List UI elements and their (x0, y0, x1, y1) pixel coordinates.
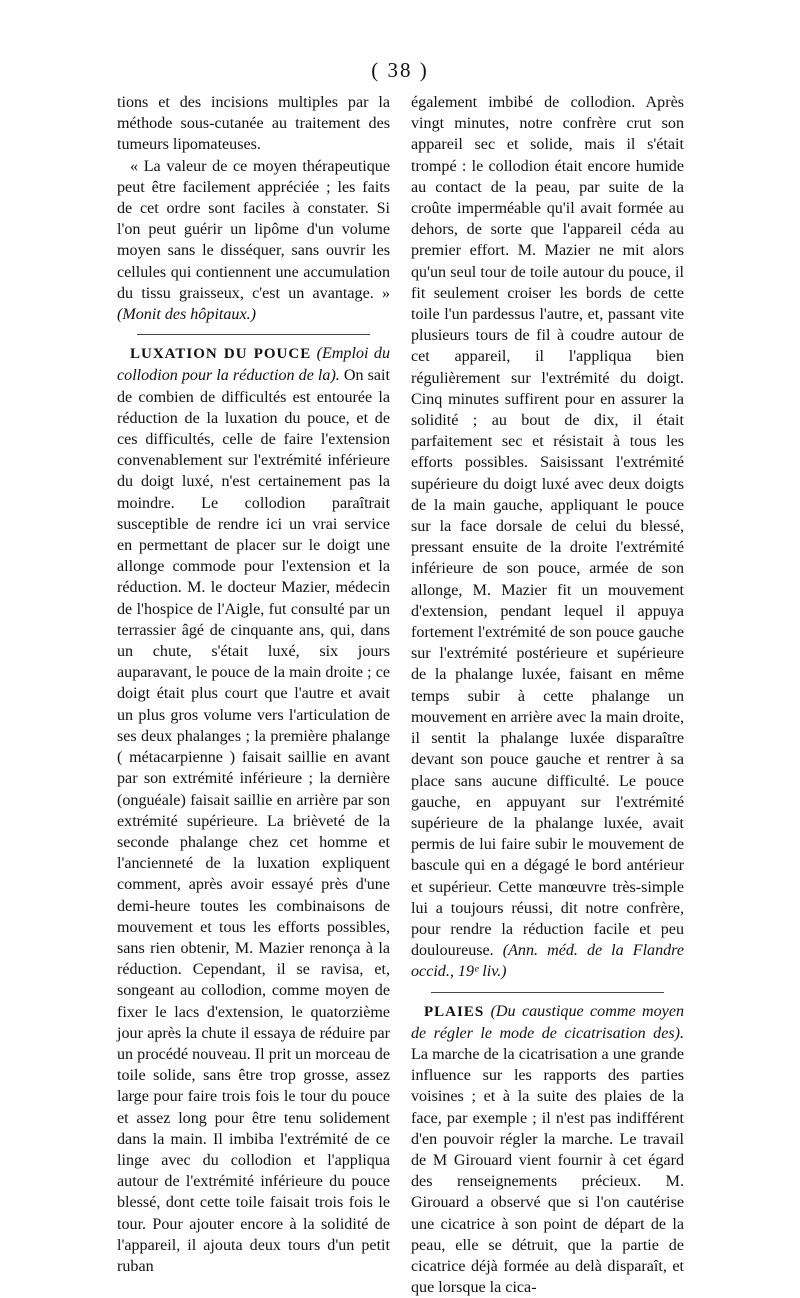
right-column (411, 92, 684, 1298)
paragraph-quote (117, 156, 390, 326)
section-subtitle-plaies: (Du caustique comme moyen de régler le mode de cicatrisation des). (411, 1002, 685, 1042)
quote-text: « La valeur de ce moyen thérapeutique peut être facilement appréciée ; les faits de cet ordre sont faciles à constater. Si l'on peut guérir un lipôme d'un volume moyen sans le disséquer, sans ouvrir les cellules qui contiennent une accumulation du tissu graisseux, c'est un avantage. » (117, 157, 390, 302)
section-heading-luxation: LUXATION DU POUCE (130, 346, 312, 363)
section-text-luxation: On sait de combien de difficultés est entourée la réduction de la luxation du pouce, et de ces difficultés, celle de faire l'extension convenablement sur l'extrémité inférieure du doigt luxé, n'est certainement pas la moindre. Le collodion paraîtrait susceptible de rendre ici un vrai service en permettant de placer sur le doigt une allonge commode pour l'extension et la réduction. M. le docteur Mazier, médecin de l'hospice de l'Aigle, fut consulté par un terrassier âgé de cinquante ans, qui, dans un chute, s'était luxé, six jours auparavant, le pouce de la main droite ; ce doigt était plus court que l'autre et avait un plus gros volume vers l'articulation de ses deux phalanges ; la première phalange ( métacarpienne ) faisait saillie en avant par son extrémité inférieure ; la dernière (onguéale) faisait saillie en arrière par son extrémité supérieure. La brièveté de la seconde phalange chez cet homme et l'ancienneté de la luxation expliquent comment, après avoir essayé près d'une demi-heure toutes les combinaisons de mouvement et tous les efforts possibles, sans rien obtenir, M. Mazier renonça à la réduction. Cependant, il se ravisa, et, songeant au collodion, comme moyen de fixer le lacs d'extension, le quatorzième jour après la chute il essaya de réduire par un procédé nouveau. Il prit un morceau de toile solide, sans être trop grosse, assez large pour faire trois fois le tour du pouce et assez long pour être tenu solidement dans la main. Il imbiba l'extrémité de ce linge avec du collodion et l'appliqua autour de l'extrémité inférieure du pouce blessé, dont cette toile faisait trois fois le tour. Pour ajouter encore à la solidité de l'appareil, il ajouta deux tours d'un petit ruban (117, 367, 390, 1275)
section-plaies (411, 1001, 684, 1298)
paragraph-luxation-continued (411, 92, 684, 983)
left-column (117, 92, 390, 1277)
paragraph-lipoma-end: tions et des incisions multiples par la méthode sous-cutanée au traitement des tumeurs lipomateuses. (117, 94, 390, 154)
page-number: ( 38 ) (371, 58, 429, 82)
section-luxation (117, 343, 390, 1277)
section-text-plaies: La marche de la cicatrisation a une grande influence sur les rapports des parties voisines ; et à la suite des plaies de la face, par exemple ; il n'est pas indifférent d'en pouvoir régler la marche. Le travail de M Girouard vient fournir à cet égard des renseignements précieux. M. Girouard a observé que si l'on cautérise une cicatrice à son point de départ de la peau, elle se détruit, que la partie de cicatrice déjà formée au delà disparaît, et que lorsque la cica- (411, 1045, 684, 1297)
quote-source: (Monit des hôpitaux.) (117, 306, 257, 324)
section-divider (137, 334, 370, 335)
luxation-source: (Ann. méd. de la Flandre occid., 19ᵉ liv.) (411, 942, 684, 981)
section-divider (431, 992, 664, 993)
luxation-continued-text: également imbibé de collodion. Après vingt minutes, notre confrère crut son appareil sec et solide, mais il s'était trompé : le collodion était encore humide au contact de la peau, par suite de la croûte imperméable qu'il avait formée au dehors, de sorte que l'appareil céda au premier effort. M. Mazier ne mit alors qu'un seul tour de toile autour du pouce, il fit seulement croiser les bords de cette toile l'un pardessus l'autre, et, passant vite plusieurs tours de fil à coudre autour de cet appareil, il l'appliqua bien régulièrement sur l'extrémité du doigt. Cinq minutes suffirent pour en assurer la solidité ; au bout de dix, il était parfaitement sec et résistait à tous les efforts possibles. Saisissant l'extrémité supérieure du doigt luxé avec deux doigts de la main gauche, appliquant le pouce sur la face dorsale de celui du blessé, pressant ensuite de la droite l'extrémité inférieure de son pouce, armée de son allonge, M. Mazier fit un mouvement d'extension, pendant lequel il appuya fortement l'extrémité de son pouce gauche sur l'extrémité postérieure et supérieure de la phalange luxée, faisant en même temps subir à cette phalange un mouvement en arrière avec la main droite, il sentit la phalange luxée disparaître devant son pouce gauche et rentrer à sa place sans aucune difficulté. Le pouce gauche, en appuyant sur l'extrémité supérieure de la phalange luxée, avait permis de lui faire subir le mouvement de bascule qui en a dégagé le bord antérieur et supérieur. Cette manœuvre très-simple lui a toujours réussi, dit notre confrère, pour rendre la réduction facile et peu douloureuse. (411, 94, 684, 960)
section-heading-plaies: PLAIES (424, 1003, 485, 1020)
section-subtitle-luxation: (Emploi du collodion pour la réduction de la). (117, 345, 390, 385)
